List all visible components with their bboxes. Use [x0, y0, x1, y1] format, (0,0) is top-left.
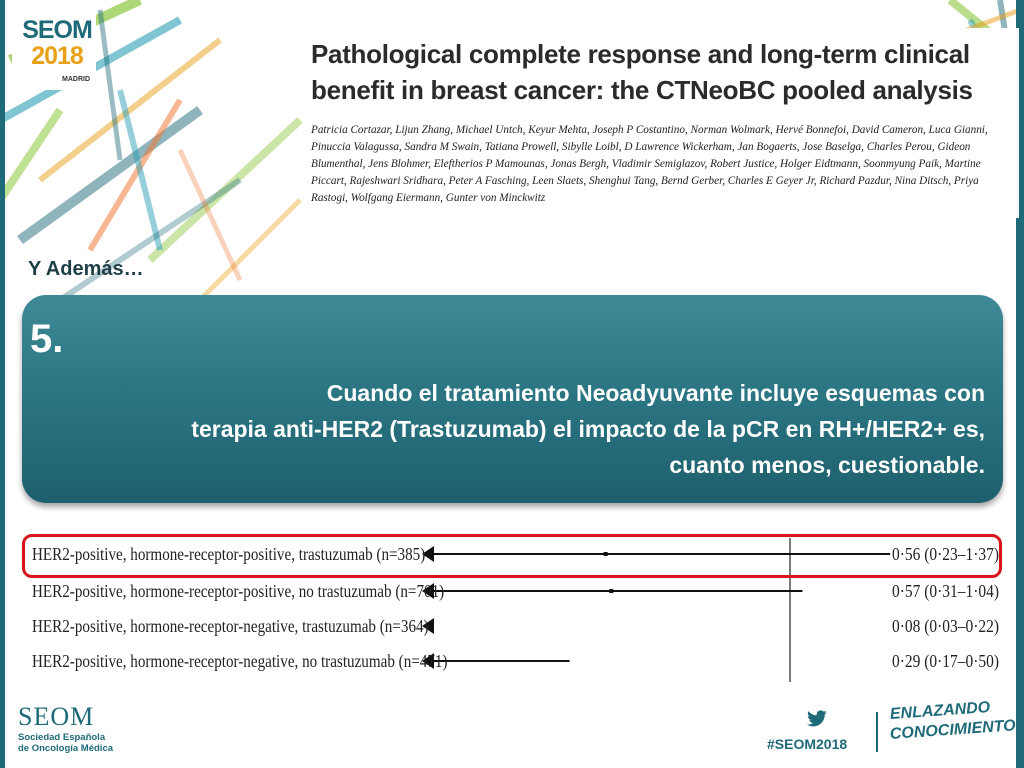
paper-title — [311, 36, 1001, 108]
seom-subtitle: Sociedad Española — [18, 732, 106, 743]
event-logo-name: SEOM — [22, 16, 92, 44]
paper-title-line2: benefit in breast cancer: the CTNeoBC pooled analysis — [311, 75, 973, 105]
slogan-line1: ENLAZANDO — [889, 699, 991, 723]
footer-divider — [876, 712, 878, 752]
callout-line1: Cuando el tratamiento Neoadyuvante incluye esquemas con — [326, 380, 985, 406]
highlight-box — [22, 534, 1002, 578]
callout-line3: cuanto menos, cuestionable. — [669, 452, 985, 478]
callout-box — [22, 295, 1003, 503]
event-logo-city: MADRID — [62, 76, 90, 83]
paper-header — [303, 28, 1019, 218]
forest-row-value: 0·29 (0·17–0·50) — [892, 651, 1000, 671]
slogan-line2: CONOCIMIENTO — [889, 717, 1017, 743]
forest-row-label: HER2-positive, hormone-receptor-negative, no trastuzumab (n=471) — [32, 651, 448, 671]
forest-row-value: 0·57 (0·31–1·04) — [892, 581, 1000, 601]
callout-number: 5. — [30, 317, 64, 361]
section-heading: Y Además… — [28, 258, 144, 280]
forest-row-value: 0·08 (0·03–0·22) — [892, 616, 1000, 636]
paper-authors: Patricia Cortazar, Lijun Zhang, Michael Untch, Keyur Mehta, Joseph P Costantino, Norman Wolmark, Hervé Bonnefoi, David Cameron, Luca Gianni, Pinuccia Valagussa, Sandra M Swain, Tatiana Prowell, Sibylle Loibl, D Lawrence Wickerham, Jan Bogaerts, Jose Baselga, Charles Perou, Gideon Blumenthal, Jens Blohmer, Eleftherios P Mamounas, Jonas Bergh, Vladimir Semiglazov, Robert Justice, Holger Eidtmann, Soonmyung Paik, Martine Piccart, Rajeshwari Sridhara, Peter A Fasching, Leen Slaets, Shenghui Tang, Bernd Gerber, Charles E Geyer Jr, Richard Pazdur, Nina Ditsch, Priya Rastogi, Wolfgang Eiermann, Gunter von Minckwitz — [311, 124, 988, 204]
hashtag: #SEOM2018 — [767, 736, 848, 752]
twitter-icon — [806, 710, 828, 728]
paper-title-line1: Pathological complete response and long-term clinical — [311, 39, 970, 69]
forest-row-label: HER2-positive, hormone-receptor-negative, trastuzumab (n=364) — [32, 616, 429, 636]
seom-logo: SEOM — [18, 702, 95, 731]
forest-row-value: 0·56 (0·23–1·37) — [892, 544, 1000, 564]
event-logo-year: 2018 — [31, 42, 83, 70]
callout-line2: terapia anti-HER2 (Trastuzumab) el impacto de la pCR en RH+/HER2+ es, — [191, 416, 985, 442]
event-logo — [12, 8, 96, 90]
forest-row-label: HER2-positive, hormone-receptor-positive, no trastuzumab (n=701) — [32, 581, 445, 601]
callout-text — [85, 375, 985, 483]
seom-subtitle: de Oncología Médica — [18, 743, 114, 754]
forest-row-label: HER2-positive, hormone-receptor-positive, trastuzumab (n=385) — [32, 544, 426, 564]
forest-point — [609, 589, 613, 593]
